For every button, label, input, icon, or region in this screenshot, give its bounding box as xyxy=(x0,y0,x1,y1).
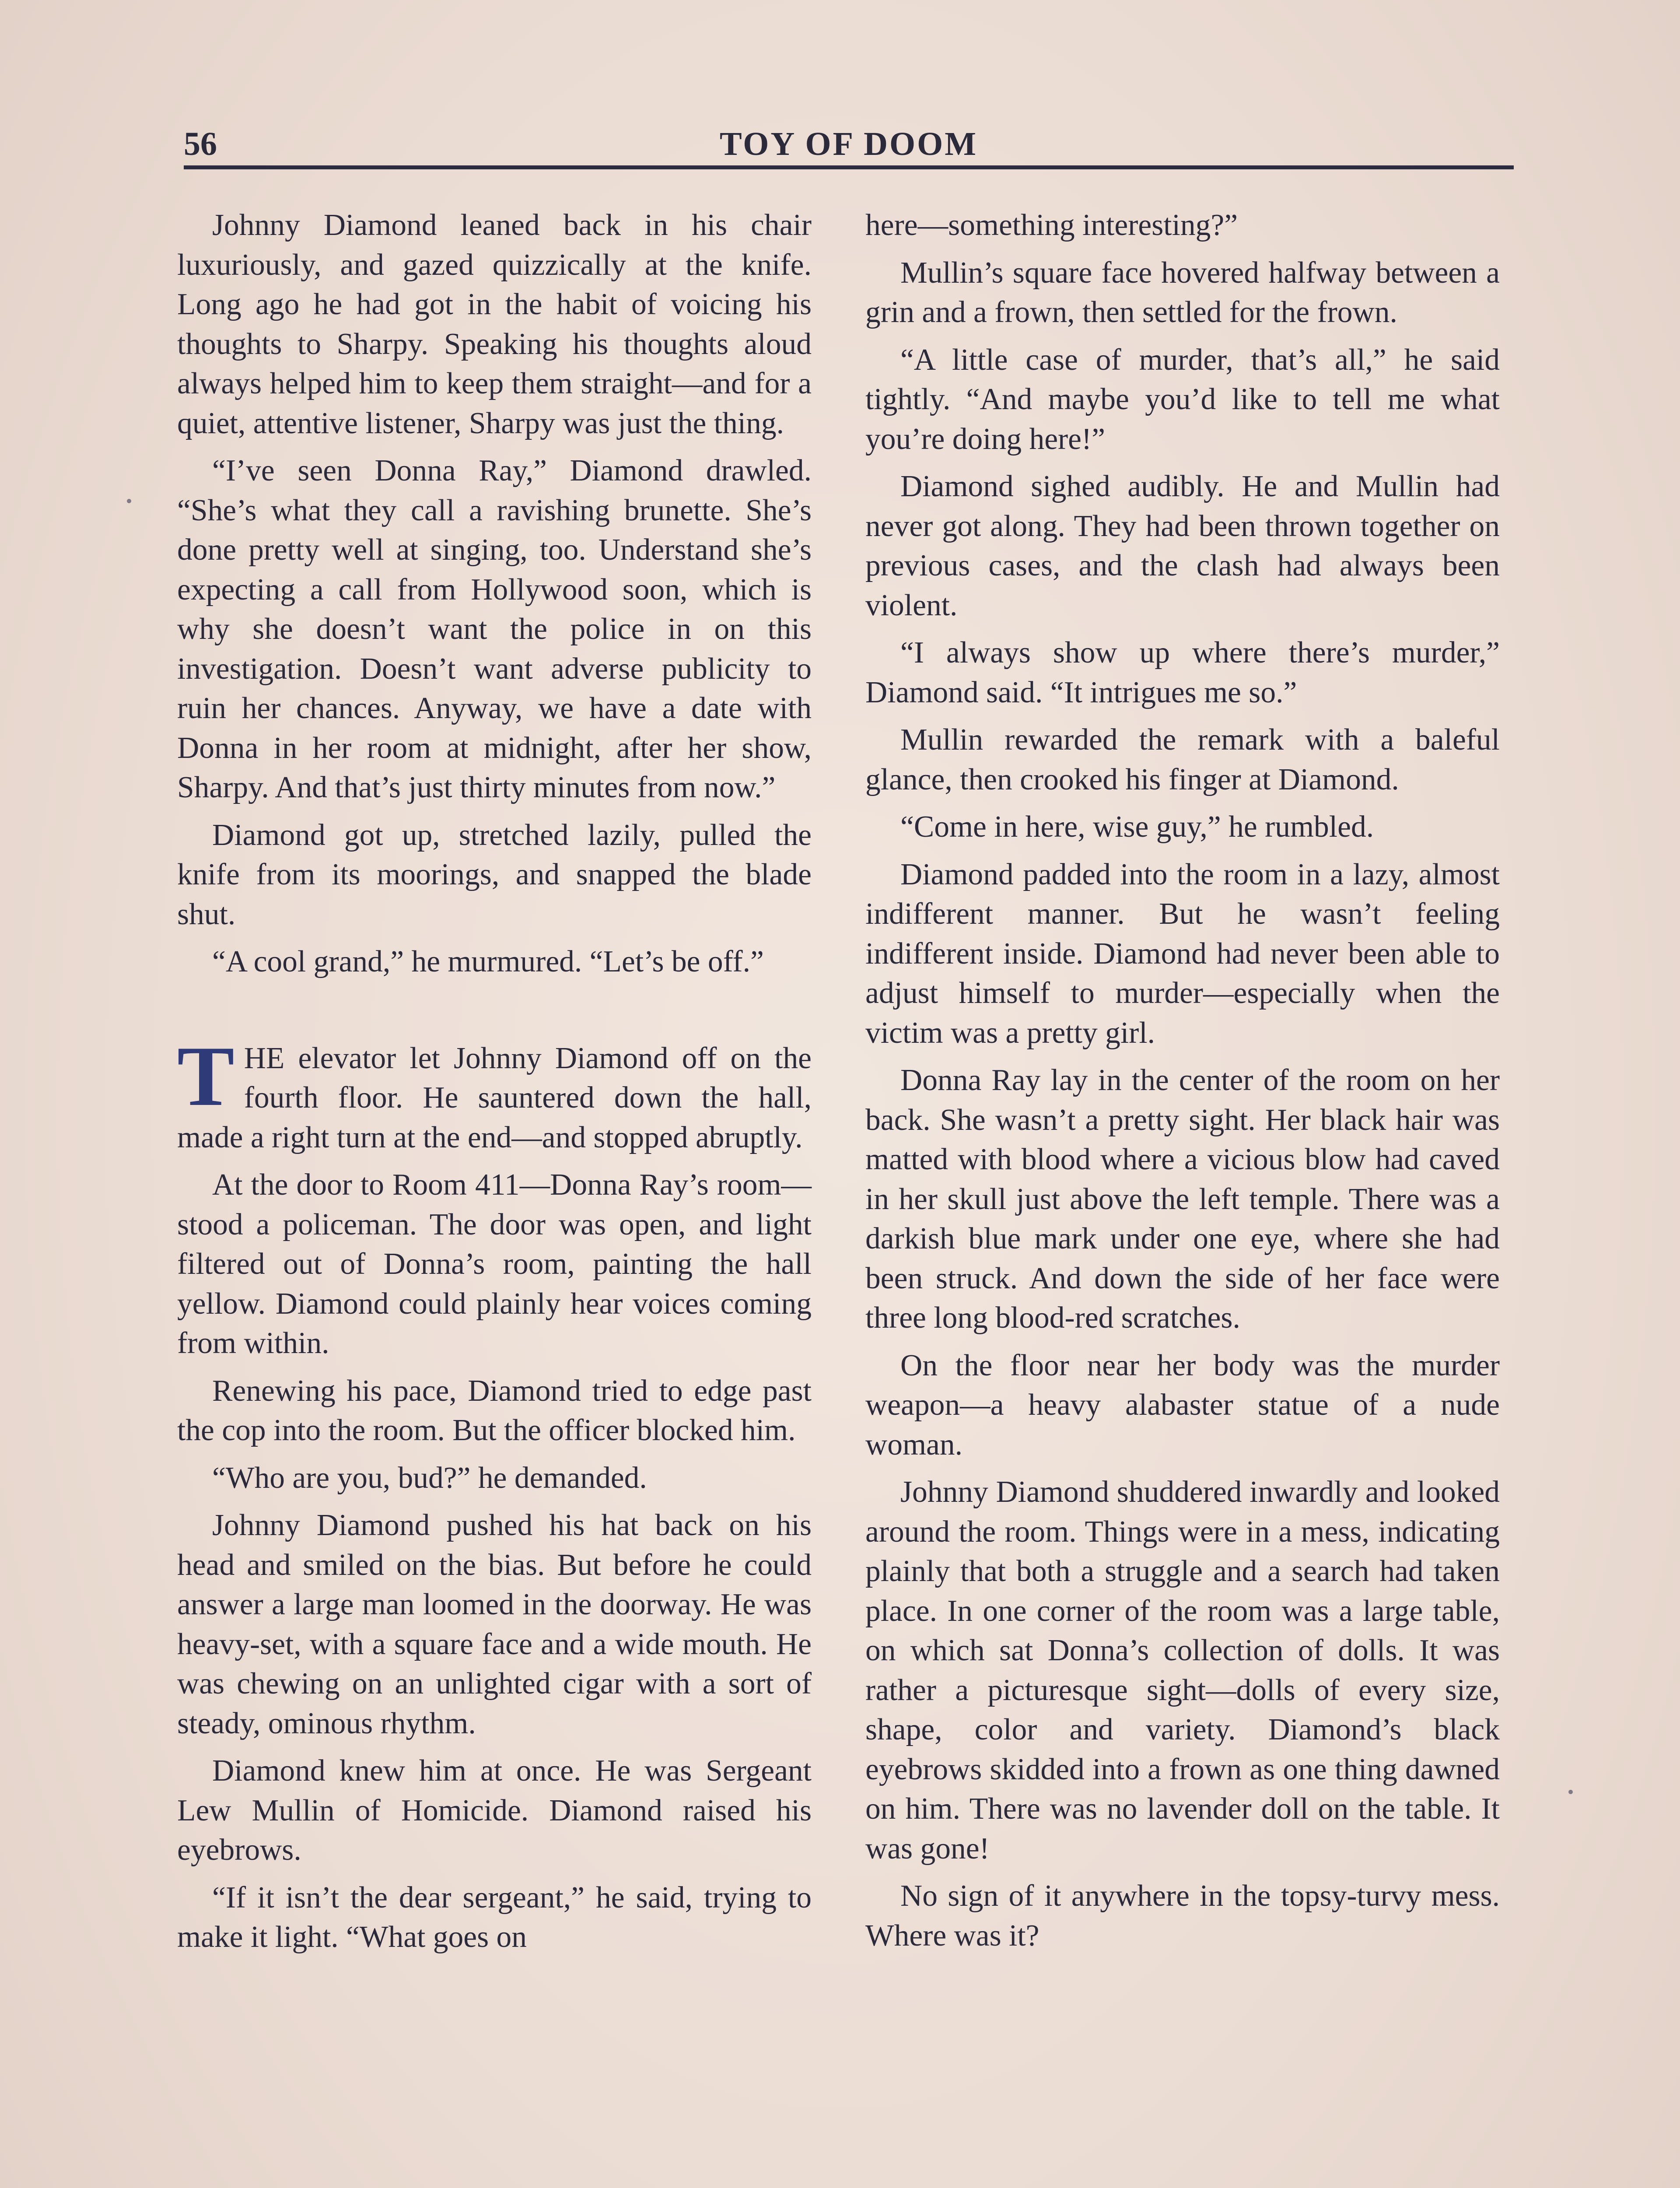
paragraph: Mullin’s square face hovered halfway between a grin and a frown, then settled for the frown. xyxy=(865,256,1500,329)
paragraph: Johnny Diamond pushed his hat back on his head and smiled on the bias. But before he could answer a large man loomed in the doorway. He was heavy-set, with a square face and a wide mouth. He was chewing on an unlighted cigar with a sort of steady, ominous rhythm. xyxy=(177,1508,812,1740)
paragraph: Mullin rewarded the remark with a baleful glance, then crooked his finger at Diamond. xyxy=(865,723,1500,796)
paragraph: Diamond sighed audibly. He and Mullin had never got along. They had been thrown together on previous cases, and the clash had always been violent. xyxy=(865,470,1500,622)
continued-paragraph: here—something interesting?” xyxy=(865,208,1238,242)
paragraph: Diamond got up, stretched lazily, pulled the knife from its moorings, and snapped the blade shut. xyxy=(177,818,812,931)
paragraph: No sign of it anywhere in the topsy-turvy mess. Where was it? xyxy=(865,1879,1500,1953)
paragraph: “A cool grand,” he murmured. “Let’s be off.” xyxy=(212,945,764,978)
section-opening-paragraph xyxy=(177,1028,812,1158)
paragraph: On the floor near her body was the murder weapon—a heavy alabaster statue of a nude woman. xyxy=(865,1348,1500,1462)
paragraph: “A little case of murder, that’s all,” he said tightly. “And maybe you’d like to tell me what you’re doing here!” xyxy=(865,343,1500,456)
margin-mark xyxy=(127,499,131,503)
paragraph: “I’ve seen Donna Ray,” Diamond drawled. “She’s what they call a ravishing brunette. She’s done pretty well at singing, too. Understand she’s expecting a call from Hollywood soon, which is why she doesn’t want the police in on this investigation. Doesn’t want adverse publicity to ruin her chances. Anyway, we have a date with Donna in her room at midnight, after her show, Sharpy. And that’s just thirty minutes from now.” xyxy=(177,454,812,804)
paragraph: Donna Ray lay in the center of the room on her back. She wasn’t a pretty sight. Her black hair was matted with blood where a vicious blow had caved in her skull just above the left temple. There was a darkish blue mark under one eye, where she had been struck. And down the side of her face were three long blood-red scratches. xyxy=(865,1063,1500,1335)
drop-cap: T xyxy=(177,1028,234,1124)
margin-mark xyxy=(1568,1790,1573,1794)
paragraph: “Come in here, wise guy,” he rumbled. xyxy=(900,810,1374,844)
section-opening-text: HE elevator let Johnny Diamond off on the fourth floor. He sauntered down the hall, made a right turn at the end—and stopped abruptly. xyxy=(177,1041,812,1154)
paragraph: Diamond knew him at once. He was Sergeant Lew Mullin of Homicide. Diamond raised his eyebrows. xyxy=(177,1754,812,1867)
paragraph: Diamond padded into the room in a lazy, almost indifferent manner. But he wasn’t feeling indifferent inside. Diamond had never been able to adjust himself to murder—especially when the victim was a pretty girl. xyxy=(865,857,1500,1050)
right-column xyxy=(865,206,1500,1964)
left-column xyxy=(177,206,812,1965)
paragraph: Johnny Diamond shuddered inwardly and looked around the room. Things were in a mess, indicating plainly that both a struggle and a search had taken place. In one corner of the room was a large table, on which sat Donna’s collection of dolls. It was rather a picturesque sight—dolls of every size, shape, color and variety. Diamond’s black eyebrows skidded into a frown as one thing dawned on him. There was no lavender doll on the table. It was gone! xyxy=(865,1475,1500,1865)
paragraph: “I always show up where there’s murder,” Diamond said. “It intrigues me so.” xyxy=(865,636,1500,709)
paragraph: “Who are you, bud?” he demanded. xyxy=(212,1461,647,1495)
paragraph: Johnny Diamond leaned back in his chair luxuriously, and gazed quizzically at the knife. Long ago he had got in the habit of voicing his thoughts to Sharpy. Speaking his thoughts aloud always helped him to keep them straight—and for a quiet, attentive listener, Sharpy was just the thing. xyxy=(177,208,812,440)
paragraph: Renewing his pace, Diamond tried to edge past the cop into the room. But the officer blocked him. xyxy=(177,1374,812,1447)
header-rule xyxy=(184,165,1514,169)
paragraph: At the door to Room 411—Donna Ray’s room—stood a policeman. The door was open, and light filtered out of Donna’s room, painting the hall yellow. Diamond could plainly hear voices coming from within. xyxy=(177,1168,812,1360)
running-title: TOY OF DOOM xyxy=(719,126,978,162)
page-number: 56 xyxy=(184,126,217,162)
paragraph: “If it isn’t the dear sergeant,” he said, trying to make it light. “What goes on xyxy=(177,1880,812,1954)
